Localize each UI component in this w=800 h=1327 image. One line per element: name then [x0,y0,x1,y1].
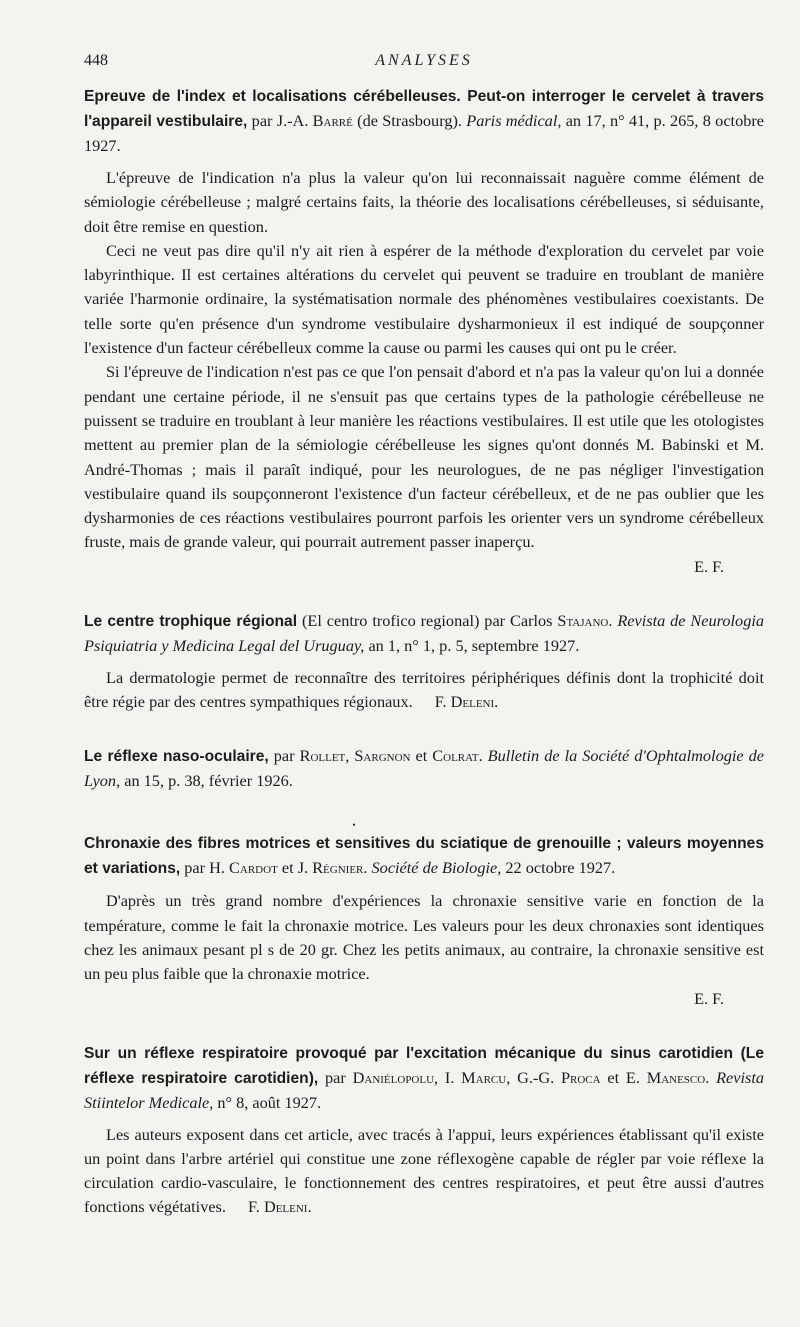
article-signature: E. F. [694,988,724,1008]
article-by: par H. [184,858,225,878]
bullet-mark: • [352,820,356,831]
article-4 [84,819,764,1010]
article-2 [84,609,764,715]
article-paragraph-text: La dermatologie permet de reconnaître des territoires périphériques définis dont la trophicité doit être régie par des centres sympathiques régionaux. [84,667,764,712]
article-title: Le réflexe naso-oculaire, [84,748,269,766]
article-1 [84,84,764,579]
article-author: Daniélopolu, I. Marcu, G.-G. Proca [352,1067,601,1087]
article-ref: an 15, p. 38, février 1926. [124,771,293,791]
article-paragraph: D'après un très grand nombre d'expériences la chronaxie sensitive varie en fonction de la température, comme le fait la chronaxie motrice. Les valeurs pour les deux chronaxies sont identiques chez les animaux pesant pl s de 20 gr. Chez les petits animaux, au contraire, la chronaxie sensitive est un peu plus faible que la chronaxie motrice. [84,891,764,984]
article-journal: Paris médical, [466,111,562,130]
article-signature: E. F. [694,556,724,576]
article-by: par [325,1067,346,1087]
article-heading [84,1041,764,1115]
article-author: Stajano. [557,610,613,630]
article-heading [84,609,764,658]
article-and: et E. [607,1067,640,1087]
article-signature: F. Deleni. [248,1197,312,1217]
article-heading [84,831,764,881]
article-paragraph-text: Les auteurs exposent dans cet article, avec tracés à l'appui, leurs expériences établissant qu'il existe un point dans l'arbre artériel qui constitue une zone réflexogène capable de régler par voie réflexe la circulation cardio-vasculaire, le fonctionnement des centres respiratoires, et peut être aussi d'autres fonctions végétatives. [84,1124,764,1217]
article-author: Barré [312,111,353,130]
article-author: Cardot [229,858,278,878]
running-title: ANALYSES [375,52,473,69]
article-title: Sur un réflexe respiratoire provoqué par l'excitation mécanique du sinus carotidien (Le réflexe respiratoire carotidien), [84,1044,764,1087]
article-by: par [273,746,295,766]
article-journal: Société de Biologie, [371,858,502,878]
article-and: et [415,746,428,766]
article-ref: an 1, n° 1, p. 5, septembre 1927. [368,635,580,655]
article-heading [84,84,764,158]
article-heading [84,744,764,793]
article-journal: Revista Stiintelor Medicale, [84,1067,764,1112]
article-journal: Bulletin de la Société d'Ophtalmologie de Lyon, [84,746,764,791]
article-paragraph: Ceci ne veut pas dire qu'il n'y ait rien à espérer de la méthode d'exploration du cervelet par voie labyrinthique. Il est certaines altérations du cervelet qui peuvent se traduire en troublant de manière variée l'harmonie ordinaire, la systématisation normale des phénomènes vestibulaires coexistants. De telle sorte qu'en présence d'un syndrome vestibulaire dysharmonieux il est indiqué de soupçonner l'existence d'un facteur cérébelleux comme la cause ou parmi les causes qui ont pu le créer. [84,240,764,358]
article-3 [84,744,764,793]
article-author-2: Régnier. [312,858,368,878]
page-number: 448 [84,52,108,69]
article-paragraph: L'épreuve de l'indication n'a plus la valeur qu'on lui reconnaissait naguère comme élément de sémiologie cérébelleuse ; malgré certains faits, la théorie des localisations cérébelleuses, si séduisante, doit être remise en question. [84,168,764,236]
article-affiliation: (de Strasbourg). [357,111,462,130]
article-journal: Revista de Neurologia Psiquiatria y Medicina Legal del Uruguay, [84,610,764,655]
article-subtitle: (El centro trofico regional) [301,610,480,630]
article-and: et J. [281,858,309,878]
article-author: Rollet, Sargnon [299,746,411,766]
article-title: Chronaxie des fibres motrices et sensitives du sciatique de grenouille ; valeurs moyennes et variations, [84,835,764,878]
article-ref: n° 8, août 1927. [217,1092,322,1112]
article-by: par Carlos [484,610,553,630]
article-by: par J.-A. [251,111,309,130]
article-title: Le centre trophique régional [84,612,298,630]
article-paragraph [84,1123,764,1220]
article-author-2: Manesco. [646,1067,710,1087]
article-paragraph: Si l'épreuve de l'indication n'est pas ce que l'on pensait d'abord et n'a pas la valeur qu'on lui a donnée pendant une certaine période, il ne s'ensuit pas que certains types de la pathologie cérébelleuse ne puissent se traduire en troublant à leur manière les réactions vestibulaires. Il est utile que les otologistes mettent au premier plan de la sémiologie cérébelleuse les signes qu'ont donnés M. Babinski et M. André-Thomas ; mais il paraît indiqué, pour les neurologues, de ne pas négliger l'investigation vestibulaire quand ils soupçonneront l'existence d'un facteur cérébelleux, et de ne pas oublier que les dysharmonies de ces réactions vestibulaires pourront parfois les orienter vers un syndrome cérébelleux fruste, mais de grande valeur, qui pourrait autrement passer inaperçu. [84,362,764,552]
article-5 [84,1041,764,1220]
article-signature: F. Deleni. [434,692,499,712]
article-ref: an 17, n° 41, p. 265, 8 octobre 1927. [84,111,764,155]
article-paragraph [84,666,764,715]
article-author-2: Colrat. [432,746,483,766]
running-head [84,50,764,72]
article-ref: 22 octobre 1927. [505,858,616,878]
article-title: Epreuve de l'index et localisations cérébelleuses. Peut-on interroger le cervelet à travers l'appareil vestibulaire, [84,88,764,130]
